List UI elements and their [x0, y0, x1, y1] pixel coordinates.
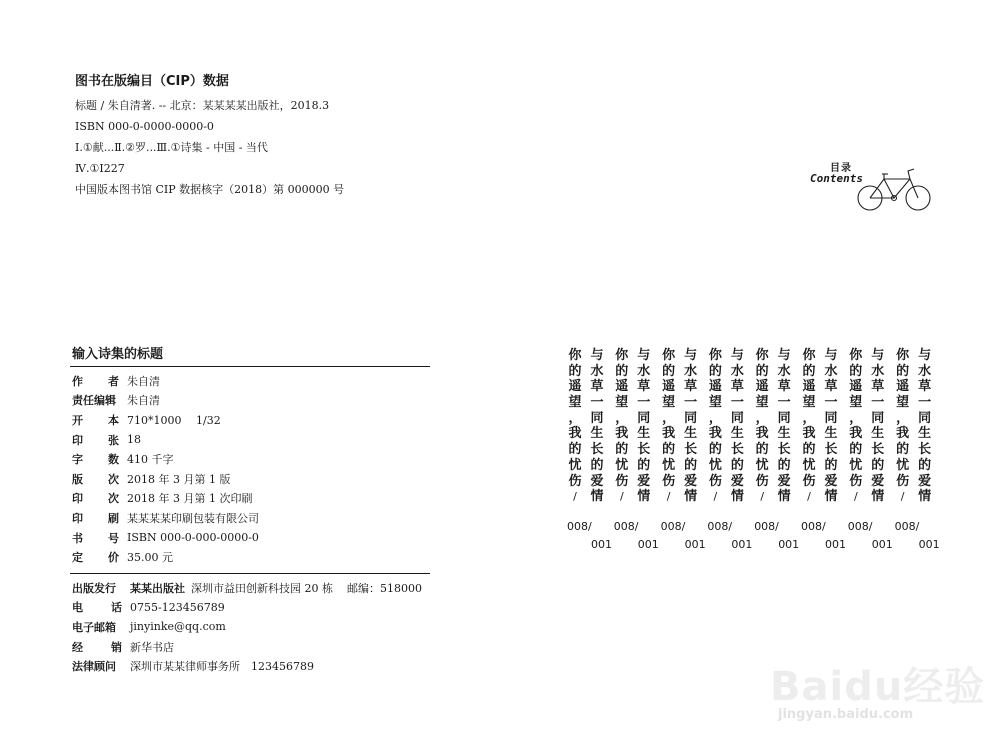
imprint-row: [72, 508, 430, 528]
toc-entry[interactable]: [567, 348, 613, 558]
imprint-row: [72, 391, 430, 411]
imprint-rows: [70, 367, 430, 573]
baidu-watermark: [770, 655, 990, 735]
imprint-title: 输入诗集的标题: [72, 347, 164, 362]
field-label: 字 数: [72, 453, 119, 467]
toc-page-2: 001: [825, 538, 846, 551]
toc-title-line-2: 你 的 遥 望 ， 我 的 忧 伤 /: [802, 348, 816, 504]
field-value: jinyinke@qq.com: [130, 620, 226, 634]
field-value: 某某某某印刷包装有限公司: [127, 511, 259, 525]
field-label: 法律顾问: [72, 660, 116, 674]
bicycle-icon: [856, 165, 934, 213]
field-value: 35.00 元: [127, 551, 173, 565]
toc-page-2: 001: [918, 538, 940, 551]
imprint-row: [72, 489, 430, 509]
toc-page-2: 001: [637, 538, 659, 551]
publisher-address: 深圳市益田创新科技园 20 栋: [191, 581, 333, 595]
toc-entry[interactable]: [848, 348, 894, 558]
toc-title-line-1: 与 水 草 一 同 生 长 的 爱 情: [777, 348, 791, 505]
toc-page-1: 008/: [754, 520, 779, 533]
toc-page-1: 008/: [801, 520, 826, 533]
toc-title-line-2: 你 的 遥 望 ， 我 的 忧 伤 /: [896, 348, 910, 504]
field-label: 印 张: [72, 433, 119, 447]
toc-entry[interactable]: [801, 348, 847, 558]
toc-page-1: 008/: [894, 520, 920, 533]
field-label: 定 价: [72, 551, 119, 565]
toc-title-line-2: 你 的 遥 望 ， 我 的 忧 伤 /: [662, 348, 676, 504]
field-value: 新华书店: [130, 640, 174, 654]
field-value: 2018 年 3 月第 1 版: [127, 472, 231, 486]
field-label: 电子邮箱: [72, 620, 116, 634]
field-value: 0755-123456789: [130, 600, 225, 614]
toc-title-line-1: 与 水 草 一 同 生 长 的 爱 情: [871, 348, 885, 505]
toc-title-line-1: 与 水 草 一 同 生 长 的 爱 情: [684, 348, 698, 505]
publisher-name: 某某出版社: [130, 581, 185, 595]
imprint-block: [70, 343, 430, 682]
watermark-logo: Baidu经验: [770, 664, 986, 710]
field-label: 开 本: [72, 413, 119, 427]
imprint-row: [72, 547, 430, 567]
toc-page-1: 008/: [707, 520, 733, 533]
toc-title-line-1: 与 水 草 一 同 生 长 的 爱 情: [918, 348, 932, 505]
imprint-row: [72, 469, 430, 489]
publisher-label: 出版发行: [72, 581, 116, 595]
publisher-value: [130, 580, 422, 596]
field-label: 书 号: [72, 531, 119, 545]
toc-title-line-1: 与 水 草 一 同 生 长 的 爱 情: [824, 348, 838, 505]
imprint-row: [72, 449, 430, 469]
toc-title-line-2: 你 的 遥 望 ， 我 的 忧 伤 /: [568, 348, 582, 504]
field-value: ISBN 000-0-000-0000-0: [127, 531, 259, 545]
toc-page-1: 008/: [660, 520, 686, 533]
toc-title-line-1: 与 水 草 一 同 生 长 的 爱 情: [730, 348, 744, 505]
publisher-info-row: [72, 617, 430, 637]
publisher-info-row: [72, 656, 430, 676]
field-label: 印 次: [72, 492, 119, 506]
toc-page-1: 008/: [847, 520, 873, 533]
cip-block: [75, 70, 495, 200]
publisher-row: [72, 578, 430, 598]
contents-cn: 目录: [830, 163, 852, 174]
contents-heading: [808, 155, 938, 215]
toc-page-2: 001: [591, 538, 612, 551]
toc-entry[interactable]: [614, 348, 660, 558]
cip-line: ISBN 000-0-0000-0000-0: [75, 120, 214, 133]
toc-title-line-1: 与 水 草 一 同 生 长 的 爱 情: [637, 348, 651, 505]
field-value: 410 千字: [127, 453, 174, 467]
toc-page-1: 008/: [613, 520, 639, 533]
field-value: 深圳市某某律师事务所 123456789: [130, 660, 314, 674]
cip-line: 标题 / 朱自清著. -- 北京：某某某某出版社，2018.3: [75, 99, 330, 112]
toc-page-2: 001: [778, 538, 800, 551]
imprint-row: [72, 430, 430, 450]
field-label: 印 刷: [72, 511, 119, 525]
field-label: 经 销: [72, 640, 122, 654]
field-label: 版 次: [72, 472, 119, 486]
toc-entry[interactable]: [707, 348, 753, 558]
toc-title-line-1: 与 水 草 一 同 生 长 的 爱 情: [590, 348, 604, 505]
toc-entry[interactable]: [895, 348, 941, 558]
field-label: 作 者: [72, 374, 119, 388]
toc-title-line-2: 你 的 遥 望 ， 我 的 忧 伤 /: [708, 348, 722, 504]
cip-line: Ⅰ.①献...Ⅱ.②罗...Ⅲ.①诗集 - 中国 - 当代: [75, 141, 268, 154]
field-value: 朱自清: [127, 394, 160, 408]
table-of-contents: [567, 348, 939, 558]
toc-title-line-2: 你 的 遥 望 ， 我 的 忧 伤 /: [849, 348, 863, 504]
field-label: 电 话: [72, 601, 122, 615]
cip-line: Ⅳ.①I227: [75, 162, 125, 175]
toc-page-2: 001: [684, 538, 706, 551]
toc-page-1: 008/: [567, 520, 592, 533]
toc-entry[interactable]: [661, 348, 707, 558]
toc-entry[interactable]: [754, 348, 800, 558]
imprint-row: [72, 528, 430, 548]
imprint-row: [72, 410, 430, 430]
postcode: 邮编：518000: [347, 581, 422, 595]
toc-title-line-2: 你 的 遥 望 ， 我 的 忧 伤 /: [755, 348, 769, 504]
publisher-info-row: [72, 637, 430, 657]
cip-title: 图书在版编目（CIP）数据: [75, 74, 229, 89]
imprint-row: [72, 371, 430, 391]
field-value: 710*1000 1/32: [127, 413, 221, 427]
publisher-rows: [70, 574, 430, 682]
contents-en: Contents: [810, 172, 863, 185]
toc-title-line-2: 你 的 遥 望 ， 我 的 忧 伤 /: [615, 348, 629, 504]
field-value: 2018 年 3 月第 1 次印刷: [127, 492, 253, 506]
field-value: 朱自清: [127, 374, 160, 388]
cip-line: 中国版本图书馆 CIP 数据核字（2018）第 000000 号: [75, 183, 345, 196]
watermark-url: jingyan.baidu.com: [778, 707, 914, 722]
publisher-info-row: [72, 598, 430, 618]
toc-page-2: 001: [731, 538, 753, 551]
field-label: 责任编辑: [72, 394, 116, 408]
toc-page-2: 001: [871, 538, 893, 551]
field-value: 18: [127, 433, 141, 447]
